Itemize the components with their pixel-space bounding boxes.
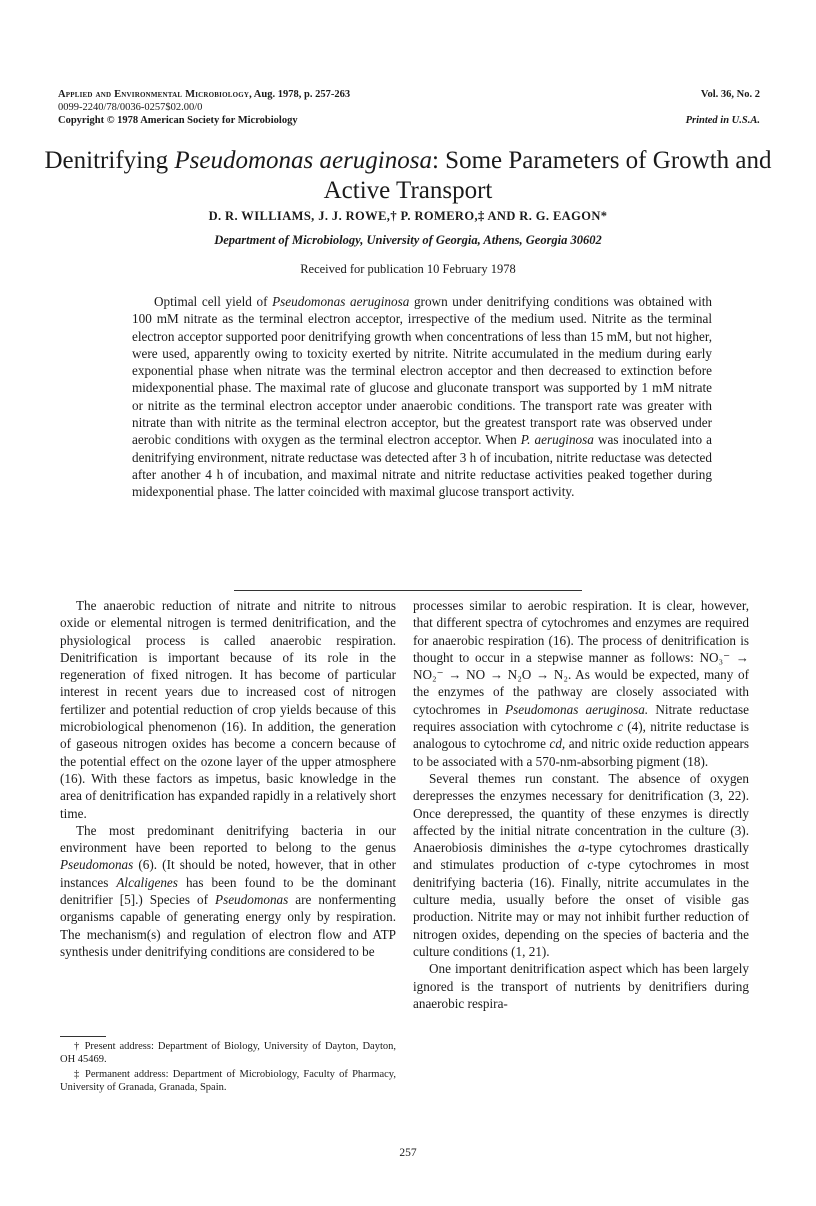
page-number: 257 xyxy=(399,1147,417,1159)
copyright-line: Copyright © 1978 American Society for Microbiology xyxy=(58,115,298,126)
paragraph: One important denitrification aspect which has been largely ignored is the transport of nutrients by denitrifiers during anaerobic respira- xyxy=(413,961,749,1011)
footnotes xyxy=(60,1040,396,1096)
printed-in: Printed in U.S.A. xyxy=(685,115,760,126)
volume-issue: Vol. 36, No. 2 xyxy=(700,89,760,100)
author-list: D. R. WILLIAMS, J. J. ROWE,† P. ROMERO,‡ AND R. G. EAGON* xyxy=(208,209,608,223)
body-column-right xyxy=(413,597,749,1012)
paragraph: Several themes run constant. The absence of oxygen derepresses the enzymes necessary for denitrification (3, 22). Once derepressed, the quantity of these enzymes is directly affected by the initial nitrate concentration in the culture (3). Anaerobiosis diminishes the a-type cytochromes drastically and stimulates production of c-type cytochromes in most denitrifying bacteria (16). Finally, nitrite accumulates in the culture media, usually before the onset of visible gas production. Nitrite may or may not inhibit further reduction of nitrogen oxides, depending on the species of bacteria and the culture conditions (1, 21). xyxy=(413,770,749,959)
abstract: Optimal cell yield of Pseudomonas aeruginosa grown under denitrifying conditions was obtained with 100 mM nitrate as the terminal electron acceptor, irrespective of the medium used. Nitrite as the terminal electron acceptor supported poor denitrifying growth when concentrations of less than 15 mM, but not higher, were used, apparently owing to toxicity exerted by nitrite. Nitrite accumulated in the medium during early exponential phase when nitrate was the terminal electron acceptor and then decreased to extinction before midexponential phase. The maximal rate of glucose and gluconate transport was supported by 1 mM nitrate or nitrite as the terminal electron acceptor under anaerobic conditions. The transport rate was greater with nitrate than with nitrite as the terminal electron acceptor, but the greatest transport rate was observed under aerobic conditions with oxygen as the terminal electron acceptor. When P. aeruginosa was inoculated into a denitrifying environment, nitrate reductase was detected after 3 h of incubation, nitrite reductase was detected after another 4 h of incubation, and maximal nitrate and nitrite reductase activities peaked together during midexponential phase. The latter coincided with maximal glucose transport activity. xyxy=(132,294,713,500)
paragraph: The most predominant denitrifying bacteria in our environment have been reported to belong to the genus Pseudomonas (6). (It should be noted, however, that in other instances Alcaligenes has been found to be the dominant denitrifier [5].) Species of Pseudomonas are nonfermenting organisms capable of generating energy only by respiration. The mechanism(s) and regulation of electron flow and ATP synthesis under denitrifying conditions are considered to be xyxy=(60,822,396,959)
received-date: Received for publication 10 February 1978 xyxy=(300,262,516,276)
paragraph: processes similar to aerobic respiration. It is clear, however, that different spectra of cytochromes and enzymes are required for anaerobic respiration (16). The process of denitrification is thought to occur in a stepwise manner as follows: NO₃⁻ → NO₂⁻ → NO → N₂O → N₂. As would be expected, many of the enzymes of the pathway are closely associated with cytochromes in Pseudomonas aeruginosa. Nitrate reductase requires association with cytochrome c (4), nitrite reductase is analogous to cytochrome cd, and nitric oxide reduction appears to be associated with a 570-nm-absorbing pigment (18). xyxy=(413,598,749,769)
running-header-left xyxy=(58,88,558,127)
running-header-right xyxy=(560,88,760,127)
affiliation: Department of Microbiology, University of Georgia, Athens, Georgia 30602 xyxy=(214,233,602,247)
footnote: ‡ Permanent address: Department of Microbiology, Faculty of Pharmacy, University of Granada, Granada, Spain. xyxy=(60,1069,396,1093)
footnote-divider xyxy=(60,1036,106,1037)
body-column-left xyxy=(60,597,396,960)
paragraph: The anaerobic reduction of nitrate and nitrite to nitrous oxide or elemental nitrogen is termed denitrification, and the physiological process is called anaerobic respiration. Denitrification is important because of its role in the regeneration of fixed nitrogen. It has become of particular interest in recent years due to increased cost of nitrogen fertilizer and potential reduction of crop yields because of this microbiological phenomenon (16). In addition, the generation of gaseous nitrogen oxides has become a concern because of the potential effect on the ozone layer of the upper atmosphere (16). With these factors as impetus, basic knowledge in the area of denitrification has expanded rapidly in a relatively short time. xyxy=(60,598,396,821)
article-title: Denitrifying Pseudomonas aeruginosa: Some Parameters of Growth and Active Transport xyxy=(44,147,772,204)
journal-name: Applied and Environmental Microbiology xyxy=(58,89,250,100)
article-code: 0099-2240/78/0036-0257$02.00/0 xyxy=(58,102,203,113)
abstract-divider xyxy=(234,590,582,591)
footnote: † Present address: Department of Biology, University of Dayton, Dayton, OH 45469. xyxy=(60,1041,396,1065)
issue-pages: , Aug. 1978, p. 257-263 xyxy=(249,89,351,100)
